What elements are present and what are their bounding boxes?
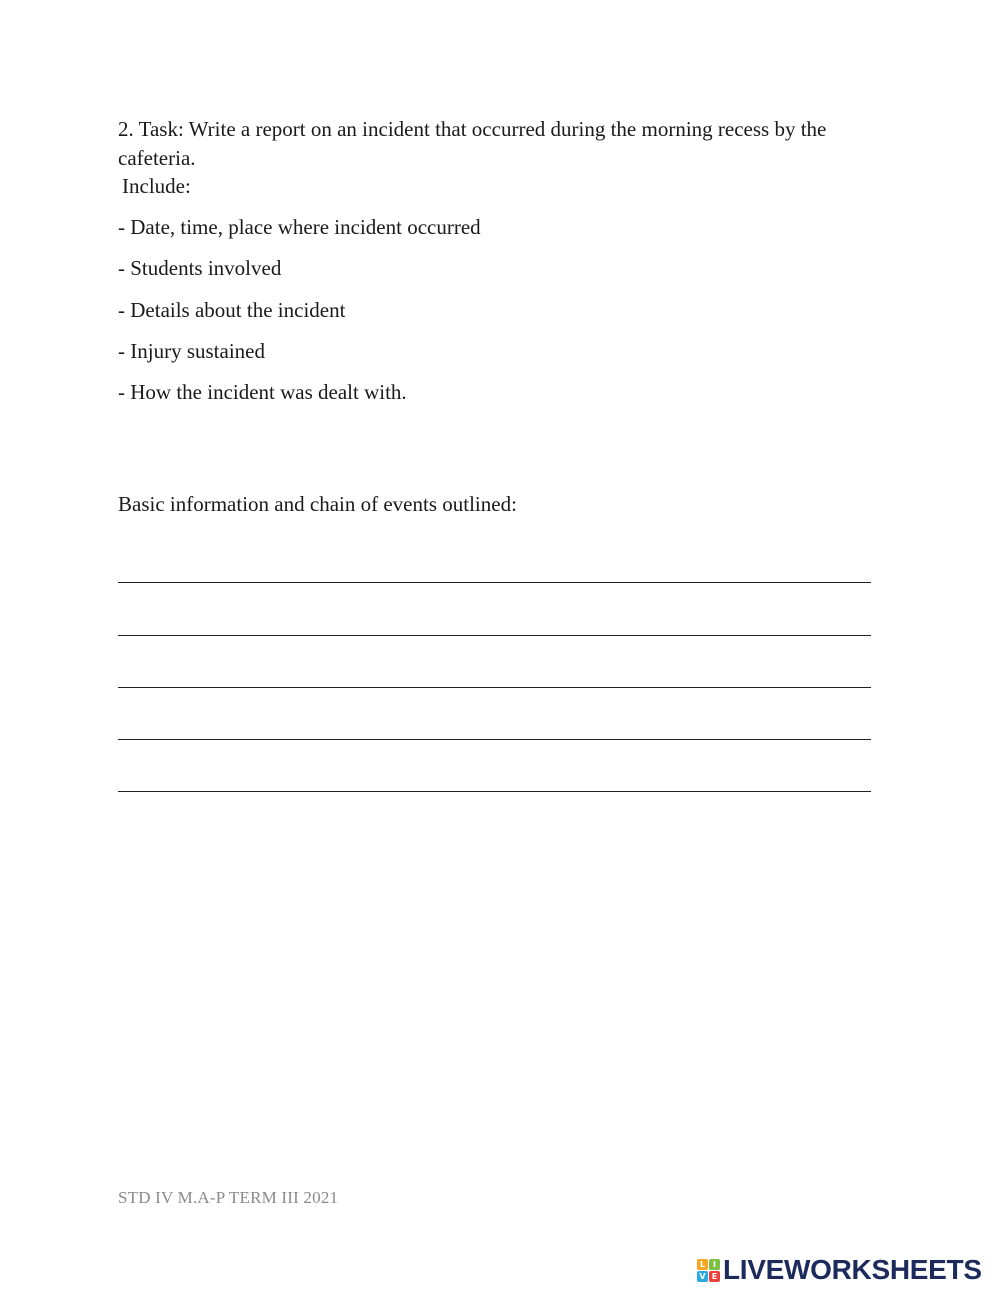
- footer-text: STD IV M.A-P TERM III 2021: [118, 1188, 339, 1207]
- logo-letter: E: [709, 1271, 720, 1282]
- liveworksheets-logo: [697, 1255, 982, 1285]
- logo-wordmark: LIVEWORKSHEETS: [723, 1254, 982, 1285]
- list-item: - Students involved: [118, 256, 282, 281]
- list-item: - Details about the incident: [118, 297, 346, 322]
- answer-line[interactable]: [118, 739, 871, 740]
- outline-prompt: Basic information and chain of events outlined:: [118, 492, 517, 516]
- answer-line[interactable]: [118, 791, 871, 792]
- answer-line[interactable]: [118, 687, 871, 688]
- logo-letter: I: [709, 1259, 720, 1270]
- logo-letter: V: [697, 1271, 708, 1282]
- list-item: - Injury sustained: [118, 338, 265, 363]
- answer-line[interactable]: [118, 635, 871, 636]
- include-label: Include:: [122, 174, 191, 198]
- task-instruction: 2. Task: Write a report on an incident that occurred during the morning recess by the cafeteria.: [118, 117, 827, 170]
- answer-line[interactable]: [118, 582, 871, 583]
- requirements-list: [118, 213, 481, 419]
- list-item: - How the incident was dealt with.: [118, 380, 407, 405]
- list-item: - Date, time, place where incident occurred: [118, 215, 481, 239]
- logo-letter: L: [697, 1259, 708, 1270]
- logo-mark-icon: [697, 1259, 720, 1282]
